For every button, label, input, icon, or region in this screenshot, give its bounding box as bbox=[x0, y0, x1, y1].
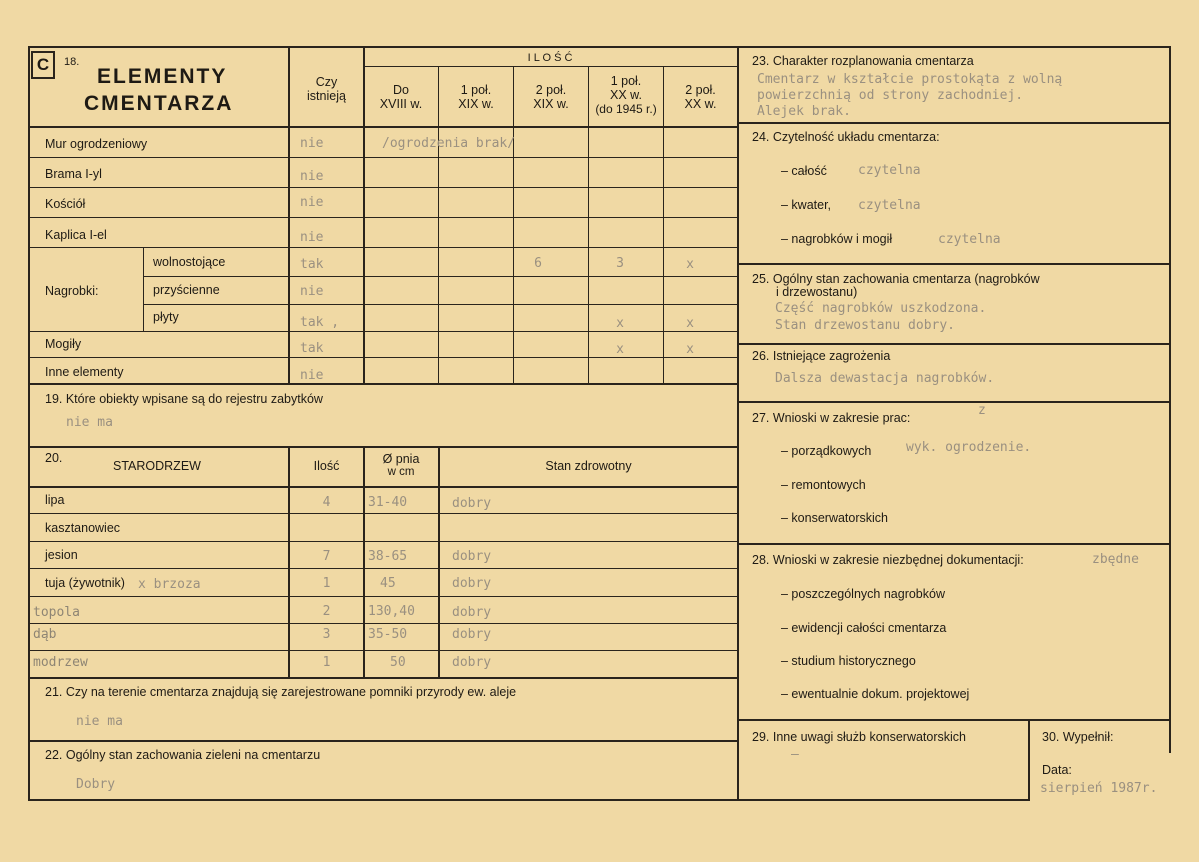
gravestones-group-label: Nagrobki: bbox=[45, 284, 99, 298]
section-23-line: Alejek brak. bbox=[757, 104, 851, 119]
left-bottom-border bbox=[28, 799, 738, 801]
section-30-date-label: Data: bbox=[1042, 763, 1072, 777]
tree-name: dąb bbox=[33, 627, 57, 642]
col-diameter-header-line2: w cm bbox=[387, 466, 415, 478]
section-21-value: nie ma bbox=[76, 714, 123, 729]
section-19-label: 19. Które obiekty wpisane są do rejestru zabytków bbox=[45, 392, 323, 406]
quantity-header: I L O Ś Ć bbox=[527, 52, 573, 64]
left-top-border bbox=[28, 46, 738, 48]
tree-name: tuja (żywotnik) bbox=[45, 576, 125, 590]
tree-overtype: x brzoza bbox=[138, 577, 201, 592]
col-count-header: Ilość bbox=[313, 459, 340, 473]
section-19-value: nie ma bbox=[66, 415, 113, 430]
section-18-title-line1: ELEMENTY bbox=[97, 65, 228, 88]
row-label-graves: Mogiły bbox=[45, 337, 82, 351]
section-26-label: 26. Istniejące zagrożenia bbox=[752, 349, 891, 363]
section-20-number: 20. bbox=[45, 451, 63, 465]
row-label-church: Kościół bbox=[45, 197, 86, 211]
col-health-header: Stan zdrowotny bbox=[545, 459, 632, 473]
section-21-label: 21. Czy na terenie cmentarza znajdują się zarejestrowane pomniki przyrody ew. aleje bbox=[45, 685, 517, 699]
row-label-wall-mounted: przyścienne bbox=[153, 283, 220, 297]
section-22-value: Dobry bbox=[76, 777, 116, 792]
section-22-label: 22. Ogólny stan zachowania zieleni na cmentarzu bbox=[45, 748, 321, 762]
section-23-label: 23. Charakter rozplanowania cmentarza bbox=[752, 54, 974, 68]
row-label-slabs: płyty bbox=[153, 310, 179, 324]
right-outer-border bbox=[1169, 46, 1171, 753]
tree-name: jesion bbox=[45, 548, 78, 562]
tree-name: topola bbox=[33, 605, 80, 620]
section-26-value: Dalsza dewastacja nagrobków. bbox=[775, 371, 995, 386]
section-letter-box: C bbox=[31, 51, 55, 79]
tree-name: kasztanowiec bbox=[45, 521, 121, 535]
section-18-number: 18. bbox=[64, 56, 80, 68]
tree-name: modrzew bbox=[33, 655, 88, 670]
row-label-gate: Brama I-yl bbox=[45, 167, 102, 181]
row-label-freestanding: wolnostojące bbox=[153, 255, 226, 269]
left-outer-border bbox=[28, 46, 30, 801]
col-diameter-header-line1: Ø pnia bbox=[382, 452, 420, 466]
section-30-date-value: sierpień 1987r. bbox=[1040, 781, 1158, 796]
section-25-label-line2: i drzewostanu) bbox=[776, 285, 858, 299]
section-23-line: Cmentarz w kształcie prostokąta z wolną bbox=[757, 72, 1063, 87]
middle-divider bbox=[737, 46, 739, 801]
section-28-value: zbędne bbox=[1092, 552, 1139, 567]
col-exists-header-line1: Czy bbox=[315, 75, 338, 89]
row-label-other: Inne elementy bbox=[45, 365, 124, 379]
row-exists-wall: nie bbox=[300, 136, 324, 151]
section-29-label: 29. Inne uwagi służb konserwatorskich bbox=[752, 730, 967, 744]
col-tree-header: STARODRZEW bbox=[113, 459, 201, 473]
section-23-line: powierzchnią od strony zachodniej. bbox=[757, 88, 1024, 103]
fence-note: /ogrodzenia brak/ bbox=[382, 136, 516, 151]
cemetery-record-card: C 18. ELEMENTY CMENTARZA Czy istnieją I L O Ś Ć Do XVIII w. 1 poł. XIX w. 2 poł. XIX w. 1 poł. XX w. (do 1945 r.) 2 poł. XX w. Mur ogrodzeniowy nie /ogrodzenia brak/ Brama I-yl nie Kościół nie Kaplica I-el nie Nagrobki: wolnostojące tak 6 3 x przyścienne nie płyty tak , x x Mogiły tak x x Inne elementy nie 19. Które obiekty wpisane są do rejestru zabytków nie ma 20. STARODRZEW Ilość Ø pnia w cm Stan zdrowotny lipa 4 31-40 dobry kasztanowiec jesion 7 38-65 dobry tuja (żywotnik) x brzoza 1 45 dobry topola 2 130,40 dobry dąb 3 35-50 dobry modrzew 1 50 dobry 21. Czy na terenie cmentarza znajdują się zarejestrowane pomniki przyrody ew. aleje nie ma 22. Ogólny stan zachowania zieleni na cmentarzu Dobry 23. Charakter rozplanowania cmentarza Cmentarz w kształcie prostokąta z wolną powierzchnią od strony zachodniej. Alejek brak. 24. Czytelność układu cmentarza: – całość czytelna – kwater, czytelna – nagrobków i mogił czytelna 25. Ogólny stan zachowania cmentarza (nagrobków i drzewostanu) Część nagrobków uszkodzona. Stan drzewostanu dobry. 26. Istniejące zagrożenia Dalsza dewastacja nagrobków. 27. Wnioski w zakresie prac: z – porządkowych wyk. ogrodzenie. – remontowych – konserwatorskich 28. Wnioski w zakresie niezbędnej dokumentacji: zbędne – poszczególnych nagrobków – ewidencji całości cmentarza – studium historycznego – ewentualnie dokum. projektowej 29. Inne uwagi służb konserwatorskich — 30. Wypełnił: Data: sierpień 1987r. bbox=[0, 0, 1199, 862]
section-18-title-line2: CMENTARZA bbox=[84, 92, 234, 115]
row-label-wall: Mur ogrodzeniowy bbox=[45, 137, 148, 151]
right-top-border bbox=[737, 46, 1170, 48]
tree-name: lipa bbox=[45, 493, 65, 507]
col-exists-header-line2: istnieją bbox=[307, 89, 346, 103]
section-28-label: 28. Wnioski w zakresie niezbędnej dokumentacji: bbox=[752, 553, 1024, 567]
section-27-label: 27. Wnioski w zakresie prac: bbox=[752, 411, 911, 425]
section-24-label: 24. Czytelność układu cmentarza: bbox=[752, 130, 940, 144]
section-25-label: 25. Ogólny stan zachowania cmentarza (nagrobków bbox=[752, 272, 1040, 286]
section-30-label: 30. Wypełnił: bbox=[1042, 730, 1114, 744]
row-label-chapel: Kaplica I-el bbox=[45, 228, 107, 242]
